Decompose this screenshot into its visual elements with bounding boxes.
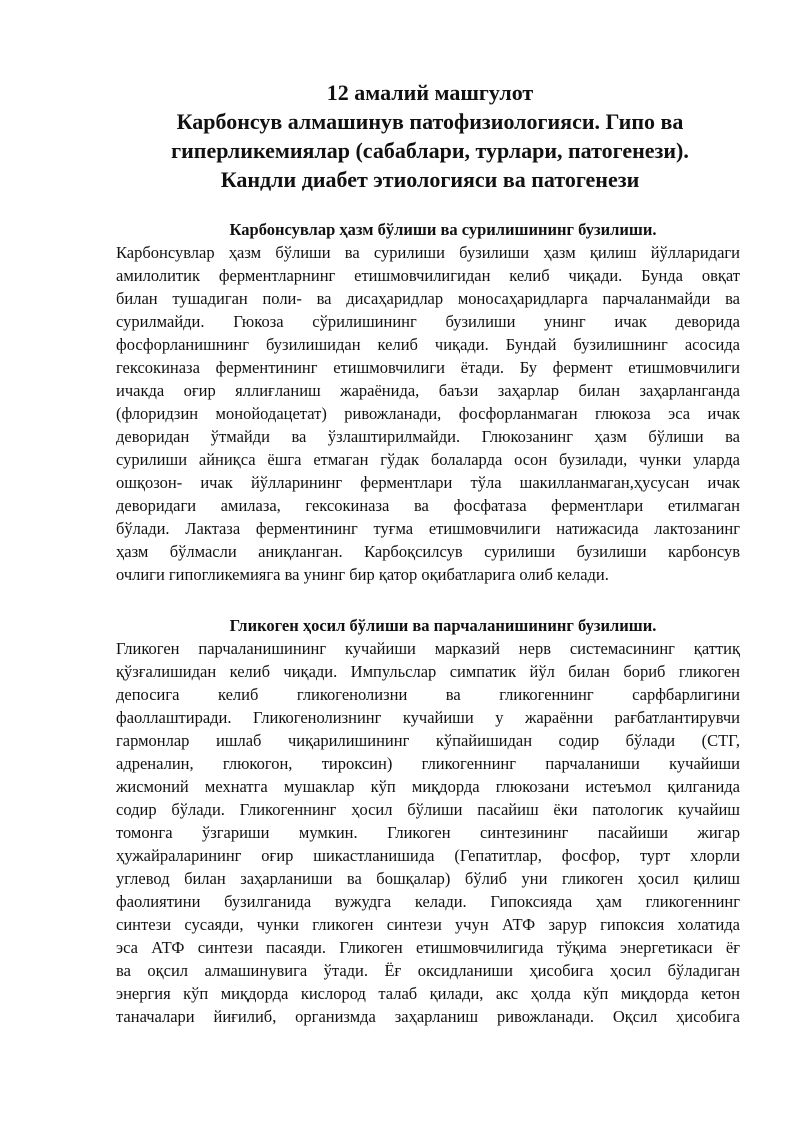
paragraph-line: эса АТФ синтези пасаяди. Гликоген етишмовчилигида тўқима энергетикаси ёғ: [116, 938, 740, 957]
paragraph-line: синтези сусаяди, чунки гликоген синтези учун АТФ зарур гипоксия холатида: [116, 915, 740, 934]
paragraph-line: углевод билан заҳарланиши ва бошқалар) бўлиб уни гликоген ҳосил қилиш: [116, 869, 740, 888]
paragraph-line: энергия кўп миқдорда кислород талаб қилади, акс ҳолда кўп миқдорда кетон: [116, 984, 740, 1003]
paragraph-line: депосига келиб гликогенолизни ва гликогеннинг сарфбарлигини: [116, 685, 740, 704]
title-line: Кандли диабет этиологияси ва патогенези: [220, 167, 640, 192]
paragraph-line: ичакда оғир яллиғланиш жараёнида, баъзи заҳарлар билан заҳарланганда: [116, 381, 740, 400]
paragraph-line: деворидан ўтмайди ва ўзлаштирилмайди. Глюкозанинг ҳазм бўлиши ва: [116, 427, 740, 446]
title-line: Карбонсув алмашинув патофизиологияси. Гипо ва: [176, 109, 684, 134]
paragraph-line: Гликоген парчаланишининг кучайиши марказий нерв системасининг қаттиқ: [116, 639, 740, 658]
paragraph-line: содир бўлади. Гликогеннинг ҳосил бўлиши пасайиш ёки патологик кучайиш: [116, 800, 740, 819]
paragraph-line: жисмоний мехнатга мушаклар кўп миқдорда глюкозани истеъмол қилганида: [116, 777, 740, 796]
paragraph-line: амилолитик ферментларнинг етишмовчилигидан келиб чиқади. Бунда овқат: [116, 266, 740, 285]
section-heading: Гликоген ҳосил бўлиши ва парчаланишининг бузилиши.: [229, 616, 657, 635]
paragraph-line: таначалари йиғилиб, организмда заҳарланиш ривожланади. Оқсил ҳисобига: [116, 1007, 740, 1026]
paragraph-line: қўзғалишидан келиб чиқади. Импульслар симпатик йўл билан бориб гликоген: [116, 662, 740, 681]
paragraph-line: ошқозон- ичак йўлларининг ферментлари тўла шакилланмаган,ҳусусан ичак: [116, 473, 740, 492]
paragraph-line: ва оқсил алмашинувига ўтади. Ёғ оксидланиши ҳисобига ҳосил бўладиган: [116, 961, 740, 980]
paragraph-line: гексокиназа ферментининг етишмовчилиги ётади. Бу фермент етишмовчилиги: [116, 358, 740, 377]
paragraph-line: томонга ўзгариши мумкин. Гликоген синтезининг пасайиши жигар: [116, 823, 740, 842]
paragraph-line: ҳазм бўлмасли аниқланган. Карбоқсилсув сурилиши бузилиши карбонсув: [116, 542, 740, 561]
paragraph-line: очлиги гипогликемияга ва унинг бир қатор оқибатларига олиб келади.: [116, 565, 609, 584]
paragraph-line: фаолиятини бузилганида вужудга келади. Гипоксияда ҳам гликогеннинг: [116, 892, 740, 911]
section-glycogen-formation: [116, 614, 740, 1028]
section-heading: Карбонсувлар ҳазм бўлиши ва сурилишининг бузилиши.: [229, 220, 657, 239]
paragraph-line: адреналин, глюкогон, тироксин) гликогеннинг парчаланиши кучайиши: [116, 754, 740, 773]
paragraph-line: гармонлар ишлаб чиқарилишининг кўпайишидан содир бўлади (СТГ,: [116, 731, 740, 750]
paragraph-line: сурилмайди. Гюкоза сўрилишининг бузилиши унинг ичак деворида: [116, 312, 740, 331]
paragraph-line: билан тушадиган поли- ва дисаҳаридлар моносаҳаридларга парчаланмайди ва: [116, 289, 740, 308]
paragraph-line: фосфорланишнинг бузилишидан келиб чиқади. Бундай бузилишнинг асосида: [116, 335, 740, 354]
title-line: гиперликемиялар (сабаблари, турлари, патогенези).: [171, 138, 689, 163]
title-line: 12 амалий машгулот: [326, 80, 534, 105]
paragraph-line: Карбонсувлар ҳазм бўлиши ва сурилиши бузилиши ҳазм қилиш йўлларидаги: [116, 243, 740, 262]
paragraph-line: деворидаги амилаза, гексокиназа ва фосфатаза ферментлари етилмаган: [116, 496, 740, 515]
section-carbohydrate-digestion: [116, 218, 740, 586]
paragraph-line: ҳужайраларининг оғир шикастланишида (Гепатитлар, фосфор, турт хлорли: [116, 846, 740, 865]
paragraph-line: (флоридзин монойодацетат) ривожланади, фосфорланмаган глюкоза эса ичак: [116, 404, 740, 423]
document-title: [80, 78, 780, 194]
paragraph-line: фаоллаштиради. Гликогенолизнинг кучайиши у жараённи рағбатлантирувчи: [116, 708, 740, 727]
paragraph-line: бўлади. Лактаза ферментининг туғма етишмовчилиги натижасида лактозанинг: [116, 519, 740, 538]
paragraph-line: сурилиши айниқса ёшга етмаган гўдак болаларда осон бузилади, чунки уларда: [116, 450, 740, 469]
